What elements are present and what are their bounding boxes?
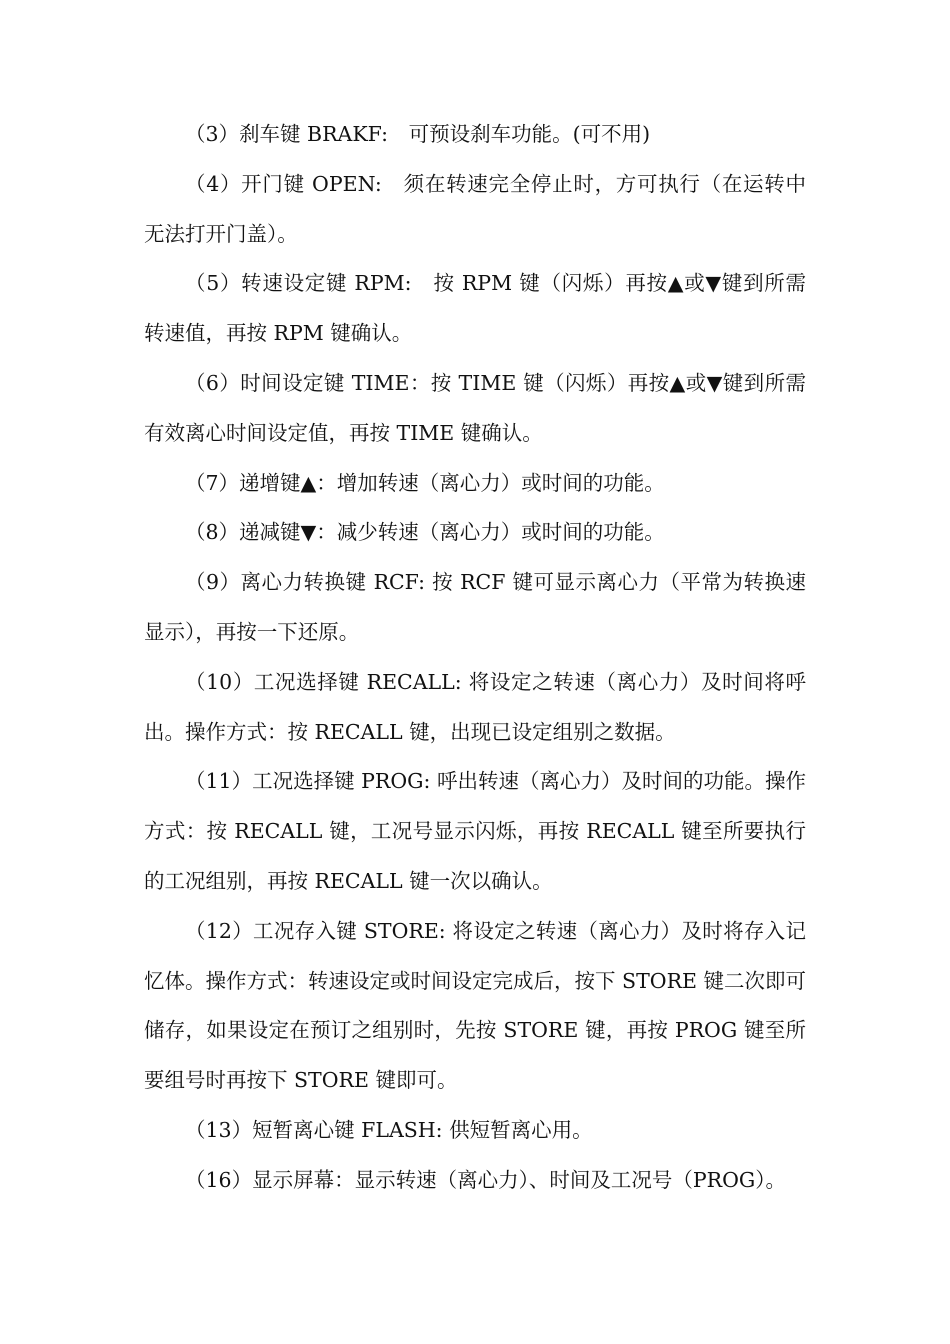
paragraph-decrement-key: （8）递减键▼：减少转速（离心力）或时间的功能。 <box>185 520 665 545</box>
paragraph-increment-key: （7）递增键▲：增加转速（离心力）或时间的功能。 <box>185 470 665 495</box>
paragraph-store-key: （12）工况存入键 STORE: 将设定之转速（离心力）及时将存入记忆体。操作方式：转速设定或时间设定完成后，按下 STORE 键二次即可储存，如果设定在预订之组别时，先按 STORE 键，再按 PROG 键至所要组号时再按下 STORE 键即可。 <box>144 918 806 1093</box>
paragraph-recall-key: （10）工况选择键 RECALL: 将设定之转速（离心力）及时间将呼出。操作方式：按 RECALL 键，出现已设定组别之数据。 <box>144 669 806 744</box>
paragraph-rcf-key: （9）离心力转换键 RCF: 按 RCF 键可显示离心力（平常为转换速显示），再按一下还原。 <box>144 570 806 644</box>
document-page <box>144 110 806 1206</box>
paragraph-display-screen: （16）显示屏幕：显示转速（离心力）、时间及工况号（PROG）。 <box>185 1167 786 1192</box>
paragraph-brake-key: （3）刹车键 BRAKF: 可预设刹车功能。(可不用) <box>185 122 651 146</box>
paragraph-prog-key: （11）工况选择键 PROG: 呼出转速（离心力）及时间的功能。操作方式：按 RECALL 键，工况号显示闪烁，再按 RECALL 键至所要执行的工况组别，再按 RECALL 键一次以确认。 <box>144 769 806 893</box>
paragraph-rpm-key: （5）转速设定键 RPM: 按 RPM 键（闪烁）再按▲或▼键到所需转速值，再按 RPM 键确认。 <box>144 271 806 346</box>
paragraph-time-key: （6）时间设定键 TIME：按 TIME 键（闪烁）再按▲或▼键到所需有效离心时间设定值，再按 TIME 键确认。 <box>144 370 806 445</box>
paragraph-open-key: （4）开门键 OPEN: 须在转速完全停止时，方可执行（在运转中无法打开门盖）。 <box>144 171 806 246</box>
paragraph-flash-key: （13）短暂离心键 FLASH: 供短暂离心用。 <box>185 1117 593 1142</box>
